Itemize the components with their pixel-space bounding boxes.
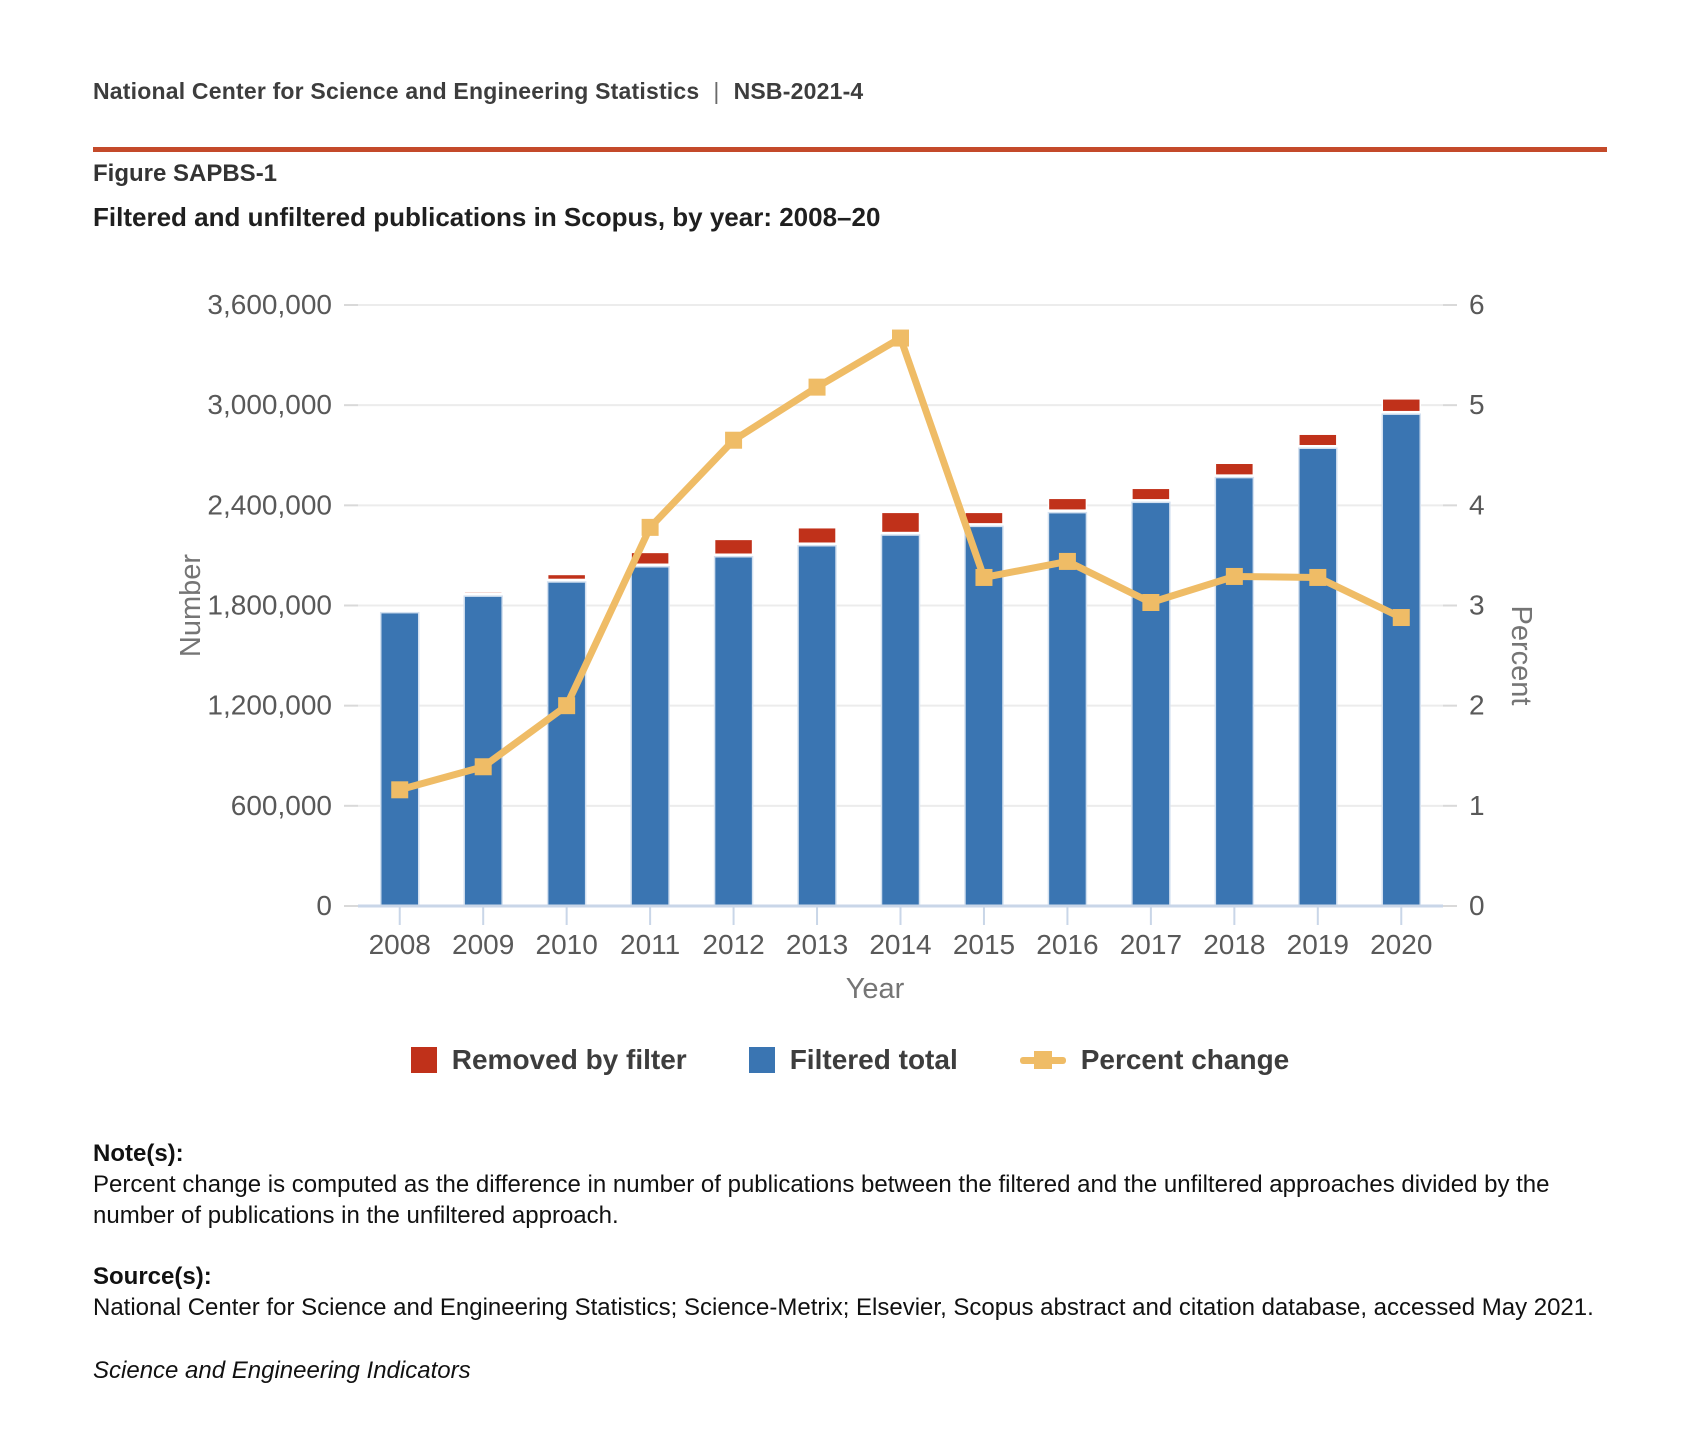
- right-axis-title: Percent: [1505, 605, 1537, 706]
- right-axis-tick-labels: [1469, 289, 1485, 921]
- bar-removed-2014: [882, 512, 920, 532]
- marker-2011: [642, 519, 659, 536]
- svg-text:2: 2: [1469, 689, 1485, 721]
- svg-text:6: 6: [1469, 289, 1485, 320]
- svg-text:2009: 2009: [452, 929, 515, 960]
- svg-text:1: 1: [1469, 789, 1485, 821]
- svg-text:4: 4: [1469, 489, 1485, 521]
- svg-text:1,800,000: 1,800,000: [207, 589, 332, 621]
- svg-text:2015: 2015: [952, 929, 1016, 960]
- svg-text:2,400,000: 2,400,000: [207, 489, 332, 521]
- svg-text:600,000: 600,000: [230, 789, 332, 821]
- svg-text:0: 0: [1469, 890, 1485, 921]
- figure-title: Filtered and unfiltered publications in Scopus, by year: 2008–20: [93, 202, 881, 232]
- svg-text:2020: 2020: [1370, 929, 1433, 960]
- svg-text:2016: 2016: [1036, 929, 1099, 960]
- bar-filtered-2014: [882, 535, 920, 906]
- org-name: National Center for Science and Engineering Statistics: [93, 78, 700, 104]
- bar-filtered-2010: [548, 582, 586, 906]
- marker-2012: [725, 432, 742, 449]
- bar-filtered-2008: [381, 613, 419, 906]
- svg-text:2019: 2019: [1286, 929, 1349, 960]
- filtered-total-swatch: [749, 1047, 775, 1073]
- stacked-bars: [381, 399, 1421, 906]
- marker-2014: [892, 330, 909, 347]
- marker-2013: [809, 379, 826, 396]
- legend-item-percent-change: [1020, 1044, 1290, 1076]
- notes-text: Percent change is computed as the difference in number of publications between the filtered and the unfiltered approaches divided by the number of publications in the unfiltered approach.: [93, 1171, 1550, 1229]
- legend-item-filtered-total: [749, 1044, 958, 1076]
- figure-label: Figure SAPBS-1: [93, 160, 278, 187]
- source-text: National Center for Science and Engineering Statistics; Science-Metrix; Elsevier, Scopus abstract and citation database, accessed May 2021.: [93, 1294, 1594, 1321]
- svg-text:2014: 2014: [869, 929, 932, 960]
- svg-text:5: 5: [1469, 389, 1485, 421]
- bar-filtered-2020: [1382, 414, 1420, 906]
- x-axis-tick-labels: [369, 906, 1433, 960]
- marker-2009: [475, 758, 492, 775]
- bar-removed-2012: [715, 539, 753, 554]
- left-axis-tick-labels: [207, 289, 332, 921]
- bar-filtered-2011: [631, 567, 669, 906]
- indicators-footer: Science and Engineering Indicators: [93, 1357, 471, 1384]
- bar-filtered-2017: [1132, 502, 1170, 906]
- x-axis-title: Year: [845, 973, 905, 1005]
- marker-2018: [1226, 568, 1243, 585]
- bar-filtered-2018: [1215, 478, 1253, 906]
- svg-text:1,200,000: 1,200,000: [207, 689, 332, 721]
- legend-item-removed-by-filter: [411, 1044, 687, 1076]
- marker-2016: [1059, 553, 1076, 570]
- svg-text:2010: 2010: [535, 929, 598, 960]
- bar-filtered-2013: [798, 546, 836, 906]
- marker-2019: [1309, 569, 1326, 586]
- marker-2010: [558, 697, 575, 714]
- bar-removed-2010: [548, 574, 586, 579]
- marker-2017: [1142, 594, 1159, 611]
- notes-heading: Note(s):: [93, 1140, 184, 1167]
- svg-text:3,600,000: 3,600,000: [207, 289, 332, 320]
- header-separator: |: [713, 78, 720, 104]
- marker-2020: [1393, 609, 1410, 626]
- svg-text:3: 3: [1469, 589, 1485, 621]
- bar-removed-2017: [1132, 488, 1170, 500]
- bar-filtered-2009: [464, 596, 502, 906]
- svg-text:2008: 2008: [368, 929, 431, 960]
- legend-label-filtered-total: Filtered total: [789, 1044, 958, 1075]
- removed-by-filter-swatch: [411, 1047, 437, 1073]
- source-heading: Source(s):: [93, 1263, 212, 1290]
- legend-label-removed-by-filter: Removed by filter: [451, 1044, 687, 1075]
- bar-removed-2018: [1215, 463, 1253, 475]
- svg-text:2018: 2018: [1203, 929, 1266, 960]
- notes-section: [93, 1138, 1609, 1410]
- marker-2015: [975, 569, 992, 586]
- svg-text:3,000,000: 3,000,000: [207, 389, 332, 421]
- svg-text:2012: 2012: [702, 929, 765, 960]
- bar-removed-2009: [464, 592, 502, 594]
- bar-removed-2016: [1048, 498, 1086, 510]
- bar-filtered-2019: [1299, 448, 1337, 906]
- bar-filtered-2012: [715, 557, 753, 906]
- bar-removed-2020: [1382, 399, 1420, 412]
- percent-change-line-marker: [1020, 1047, 1066, 1073]
- bar-removed-2013: [798, 528, 836, 544]
- left-axis-title: Number: [175, 553, 207, 658]
- svg-text:0: 0: [316, 890, 332, 921]
- legend-label-percent-change: Percent change: [1080, 1044, 1290, 1075]
- svg-text:2017: 2017: [1119, 929, 1183, 960]
- chart-legend: [93, 1032, 1607, 1088]
- bar-removed-2015: [965, 512, 1003, 524]
- marker-2008: [391, 781, 408, 798]
- report-code: NSB-2021-4: [733, 78, 864, 104]
- svg-text:2013: 2013: [785, 929, 849, 960]
- bar-removed-2019: [1299, 434, 1337, 446]
- svg-text:2011: 2011: [620, 929, 681, 960]
